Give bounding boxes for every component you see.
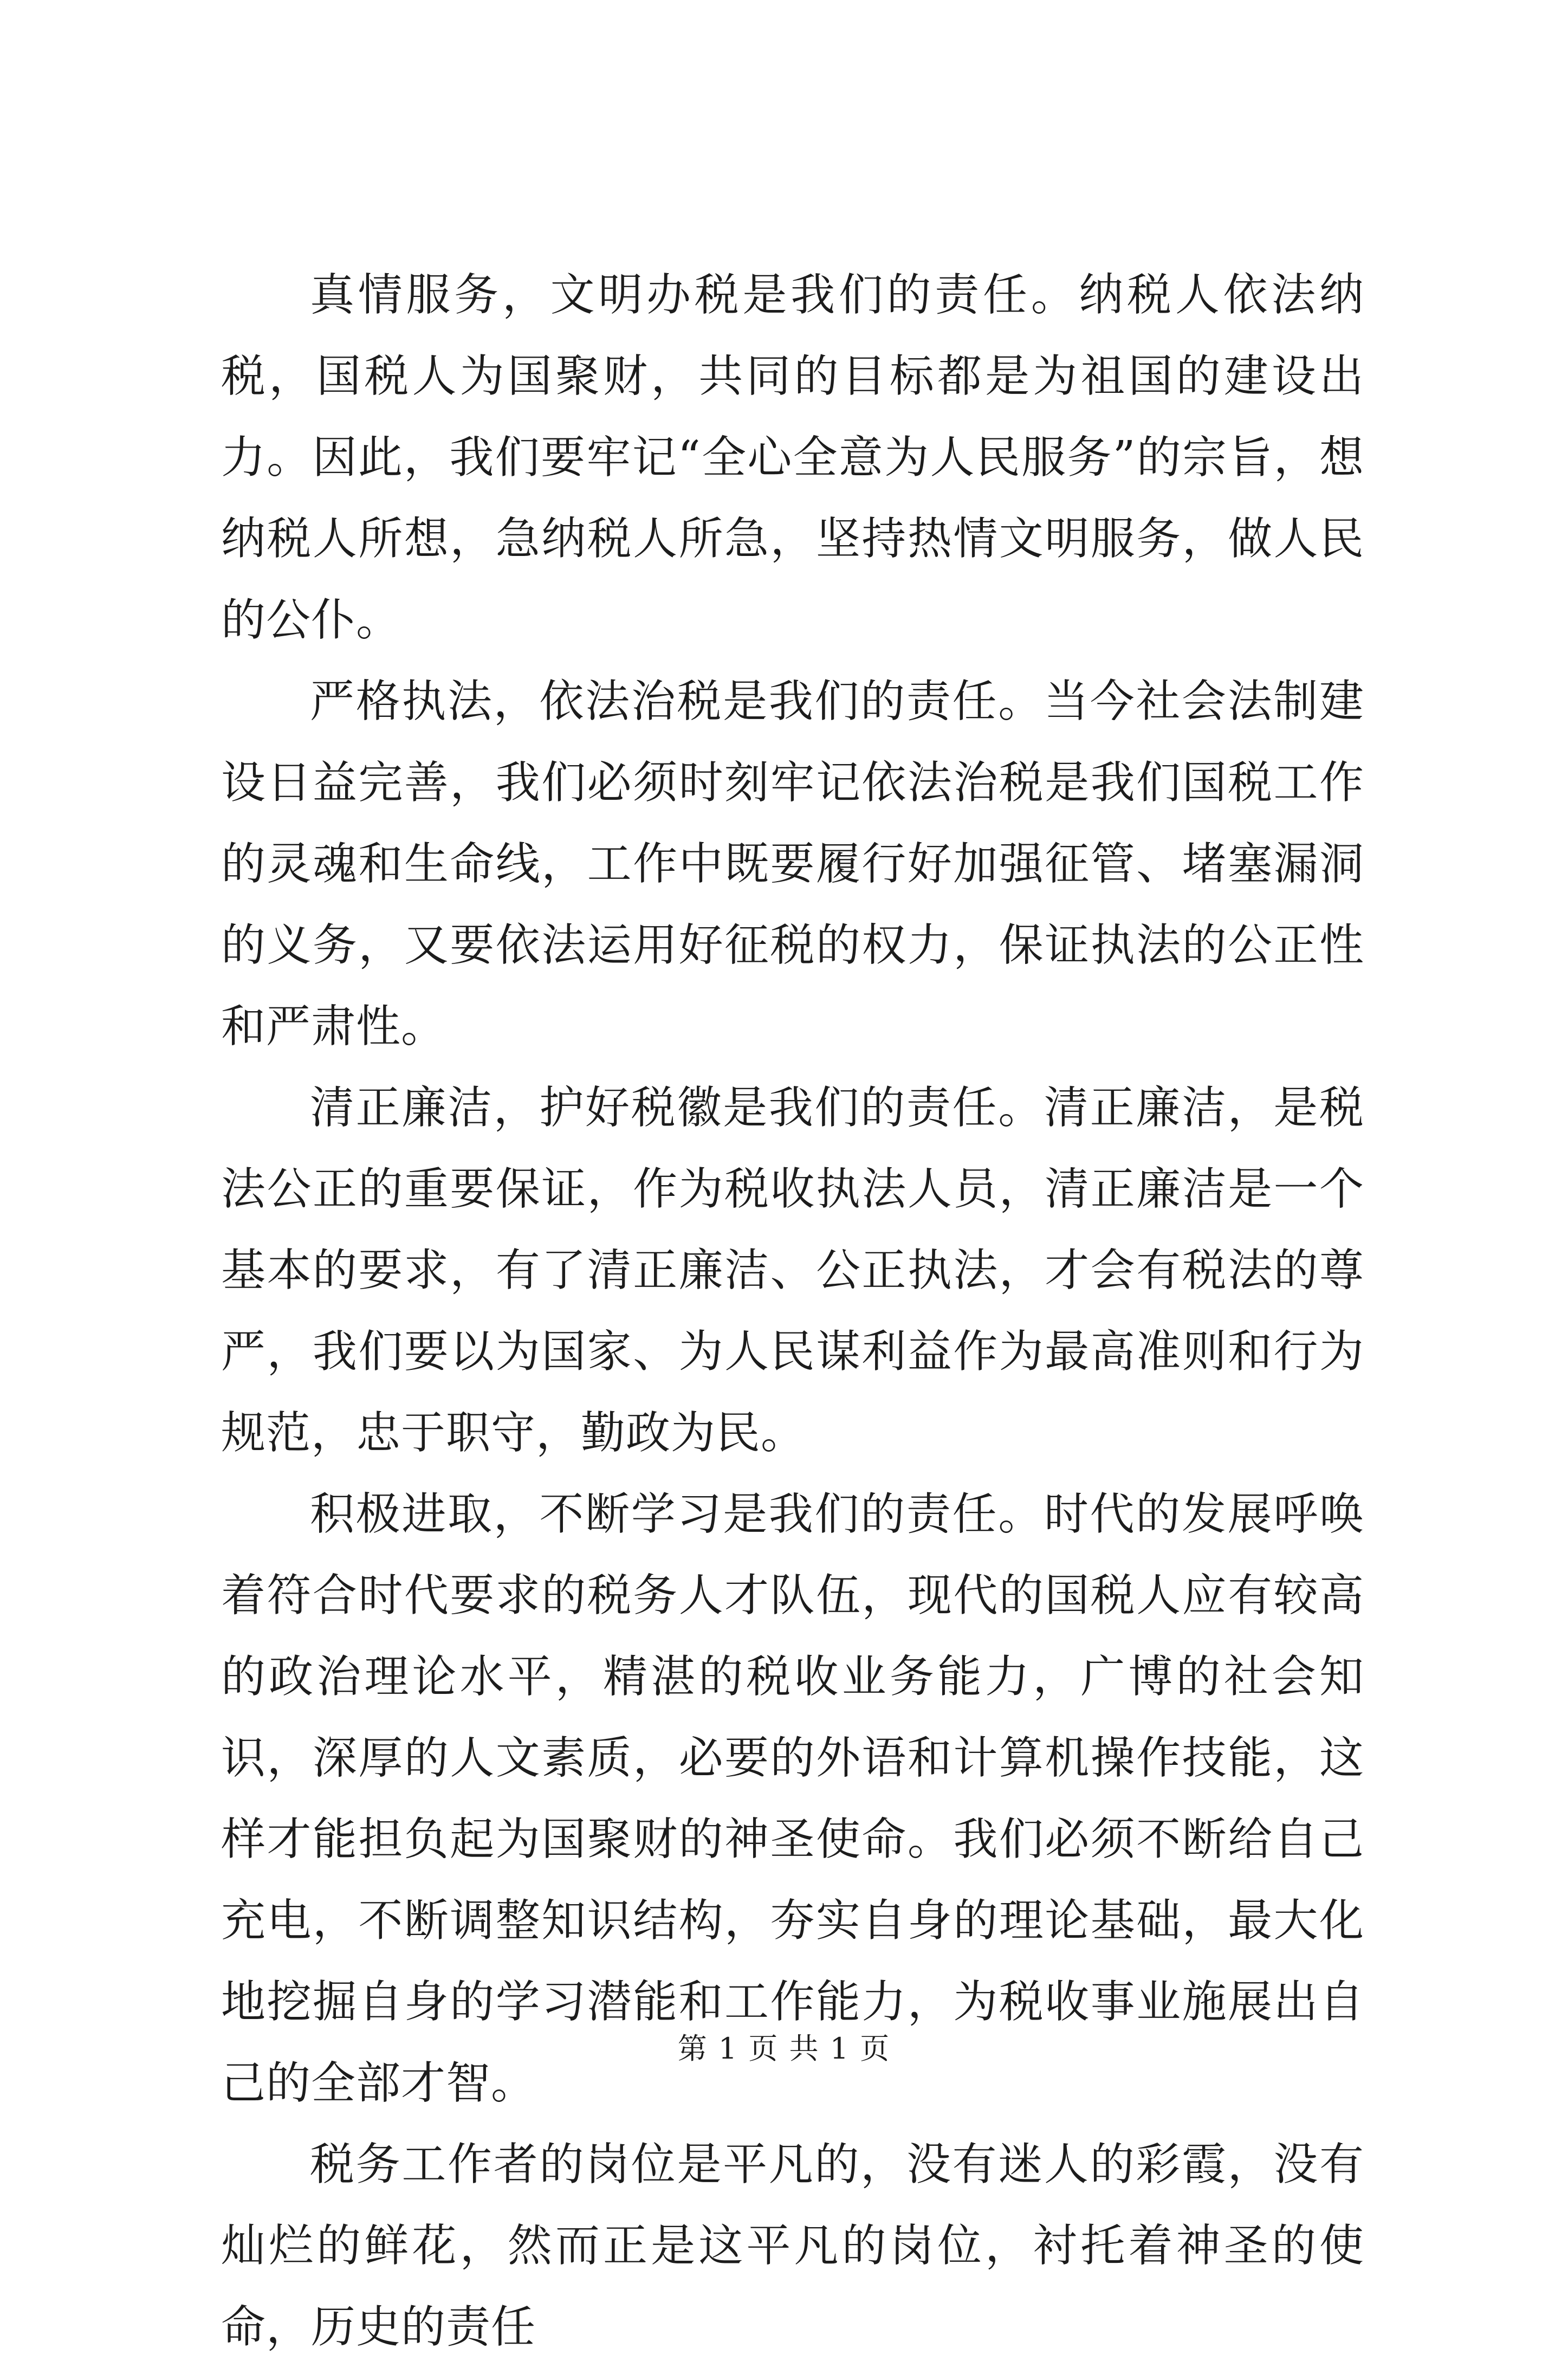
- paragraph-service: 真情服务，文明办税是我们的责任。纳税人依法纳税，国税人为国聚财，共同的目标都是为祖国的建设出力。因此，我们要牢记“全心全意为人民服务”的宗旨，想纳税人所想，急纳税人所急，坚持热情文明服务，做人民的公仆。: [221, 269, 1364, 646]
- paragraph-integrity: 清正廉洁，护好税徽是我们的责任。清正廉洁，是税法公正的重要保证，作为税收执法人员，清正廉洁是一个基本的要求，有了清正廉洁、公正执法，才会有税法的尊严，我们要以为国家、为人民谋利益作为最高准则和行为规范，忠于职守，勤政为民。: [221, 1082, 1364, 1459]
- paragraph-ordinary-post: 税务工作者的岗位是平凡的，没有迷人的彩霞，没有灿烂的鲜花，然而正是这平凡的岗位，衬托着神圣的使命，历史的责任: [221, 2139, 1364, 2353]
- paragraph-learning: 积极进取，不断学习是我们的责任。时代的发展呼唤着符合时代要求的税务人才队伍，现代的国税人应有较高的政治理论水平，精湛的税收业务能力，广博的社会知识，深厚的人文素质，必要的外语和计算机操作技能，这样才能担负起为国聚财的神圣使命。我们必须不断给自己充电，不断调整知识结构，夯实自身的理论基础，最大化地挖掘自身的学习潜能和工作能力，为税收事业施展出自己的全部才智。: [221, 1489, 1364, 2109]
- paragraph-law-enforcement: 严格执法，依法治税是我们的责任。当今社会法制建设日益完善，我们必须时刻牢记依法治税是我们国税工作的灵魂和生命线，工作中既要履行好加强征管、堵塞漏洞的义务，又要依法运用好征税的权力，保证执法的公正性和严肃性。: [221, 676, 1364, 1052]
- page-number-footer: 第 1 页 共 1 页: [677, 2031, 891, 2066]
